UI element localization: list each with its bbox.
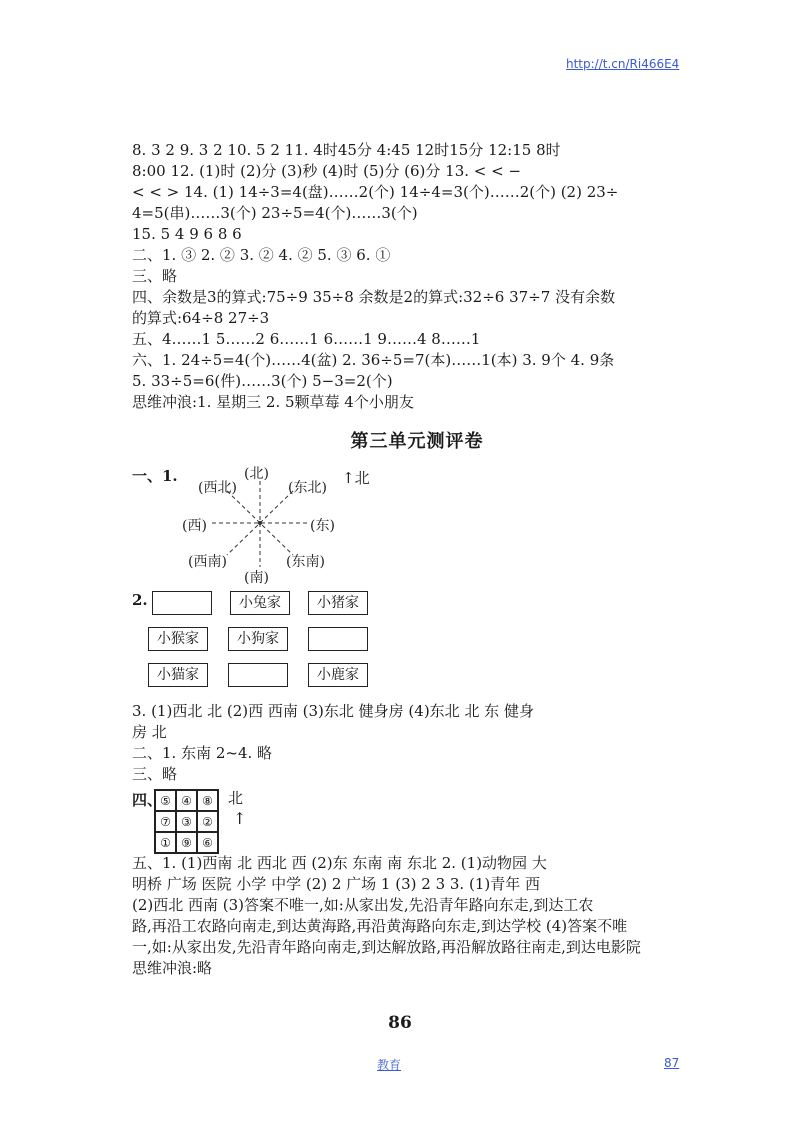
compass-east-label: (东) <box>310 518 335 534</box>
compass-south-label: (南) <box>244 570 269 586</box>
grid-cell: ② <box>197 811 218 832</box>
footer-link-education[interactable]: 教育 <box>377 1058 402 1072</box>
header-url-link[interactable]: http://t.cn/Ri466E4 <box>566 57 680 71</box>
answer-line: 房 北 <box>132 723 167 741</box>
compass-diagram <box>132 463 702 586</box>
answer-line: 五、1. (1)西南 北 西北 西 (2)东 东南 南 东北 2. (1)动物园 大 <box>132 854 547 872</box>
mid-answer-block <box>132 701 702 785</box>
number-grid <box>154 789 219 854</box>
north-arrow-label: ↑北 <box>342 469 370 487</box>
answer-line: 六、1. 24÷5=4(个)……4(盆) 2. 36÷5=7(本)……1(本) 3. 9个 4. 9条 <box>132 351 615 369</box>
grid-cell: ⑨ <box>176 832 197 853</box>
answer-line: 5. 33÷5=6(件)……3(个) 5−3=2(个) <box>132 372 393 390</box>
answer-content <box>132 140 702 979</box>
question-number: 四、 <box>132 791 163 809</box>
answer-line: 3. (1)西北 北 (2)西 西南 (3)东北 健身房 (4)东北 北 东 健身 <box>132 702 534 720</box>
house-box <box>152 591 212 615</box>
answer-line: 8:00 12. (1)时 (2)分 (3)秒 (4)时 (5)分 (6)分 13. < < − <box>132 162 522 180</box>
grid-cell: ⑧ <box>197 790 218 811</box>
question-number: 2. <box>132 591 148 609</box>
answer-line: 四、余数是3的算式:75÷9 35÷8 余数是2的算式:32÷6 37÷7 没有余数 <box>132 288 616 306</box>
north-arrow-icon: ↑ <box>233 809 247 828</box>
answer-line: 一,如:从家出发,先沿青年路向南走,到达解放路,再沿解放路往南走,到达电影院 <box>132 938 641 956</box>
grid-north-label: 北 <box>228 789 244 807</box>
answer-line: 思维冲浪:1. 星期三 2. 5颗草莓 4个小朋友 <box>132 393 414 411</box>
grid-cell: ⑤ <box>155 790 176 811</box>
answer-line: 二、1. ③ 2. ② 3. ② 4. ② 5. ③ 6. ① <box>132 246 391 264</box>
answer-line: 三、略 <box>132 765 178 783</box>
house-box: 小猴家 <box>148 627 208 651</box>
house-box: 小狗家 <box>228 627 288 651</box>
answer-line: 8. 3 2 9. 3 2 10. 5 2 11. 4时45分 4:45 12时15分 12:15 8时 <box>132 141 561 159</box>
bottom-answer-block <box>132 853 702 979</box>
answer-line: 思维冲浪:略 <box>132 959 213 977</box>
compass-northeast-label: (东北) <box>288 480 327 496</box>
house-box: 小鹿家 <box>308 663 368 687</box>
compass-west-label: (西) <box>182 518 207 534</box>
compass-lines <box>132 463 432 583</box>
question-number: 一、1. <box>132 467 178 485</box>
number-grid-diagram <box>132 787 702 853</box>
answer-line: 15. 5 4 9 6 8 6 <box>132 225 242 243</box>
house-box: 小兔家 <box>230 591 290 615</box>
page-number: 86 <box>388 1013 412 1033</box>
answer-line: 三、略 <box>132 267 178 285</box>
answer-line: 二、1. 东南 2~4. 略 <box>132 744 273 762</box>
compass-northwest-label: (西北) <box>198 480 237 496</box>
house-box <box>308 627 368 651</box>
house-box <box>228 663 288 687</box>
answer-line: 的算式:64÷8 27÷3 <box>132 309 270 327</box>
answer-line: < < > 14. (1) 14÷3=4(盘)……2(个) 14÷4=3(个)……2(个) (2) 23÷ <box>132 183 619 201</box>
answer-line: (2)西北 西南 (3)答案不唯一,如:从家出发,先沿青年路向东走,到达工农 <box>132 896 594 914</box>
section-title: 第三单元测评卷 <box>350 431 484 452</box>
footer-link-page[interactable]: 87 <box>664 1056 680 1070</box>
top-answer-block <box>132 140 702 413</box>
compass-southwest-label: (西南) <box>188 554 227 570</box>
house-box: 小猫家 <box>148 663 208 687</box>
answer-line: 路,再沿工农路向南走,到达黄海路,再沿黄海路向东走,到达学校 (4)答案不唯 <box>132 917 628 935</box>
answer-line: 五、4……1 5……2 6……1 6……1 9……4 8……1 <box>132 330 481 348</box>
grid-cell: ⑥ <box>197 832 218 853</box>
houses-grid <box>132 587 702 697</box>
grid-cell: ③ <box>176 811 197 832</box>
compass-north-label: (北) <box>244 466 269 482</box>
answer-line: 4=5(串)……3(个) 23÷5=4(个)……3(个) <box>132 204 418 222</box>
grid-cell: ④ <box>176 790 197 811</box>
answer-line: 明桥 广场 医院 小学 中学 (2) 2 广场 1 (3) 2 3 3. (1)青年 西 <box>132 875 540 893</box>
grid-cell: ⑦ <box>155 811 176 832</box>
grid-cell: ① <box>155 832 176 853</box>
house-box: 小猪家 <box>308 591 368 615</box>
compass-southeast-label: (东南) <box>286 554 325 570</box>
